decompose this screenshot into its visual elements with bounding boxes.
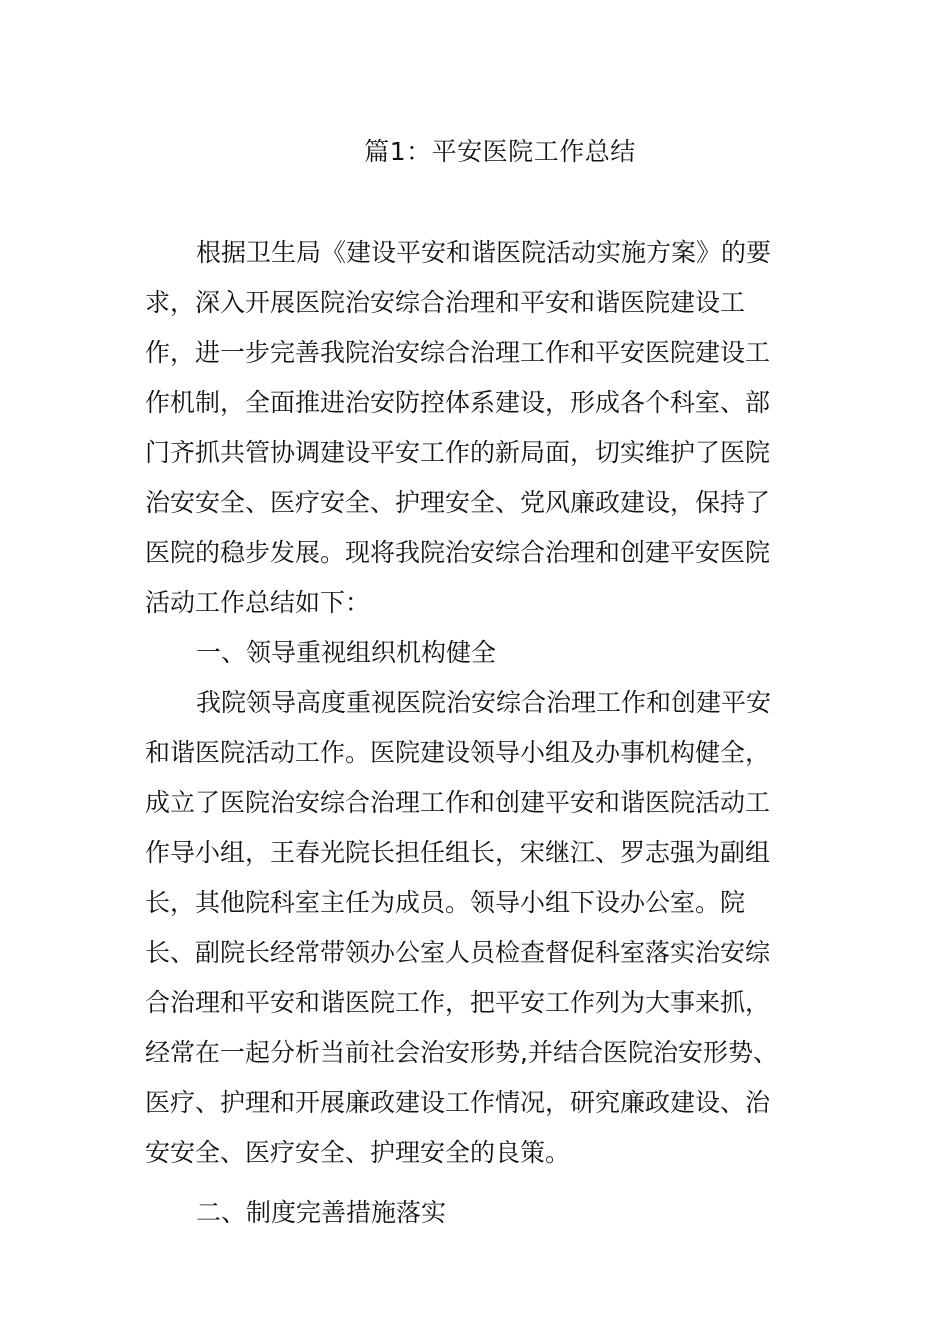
section-heading: 二、制度完善措施落实 [196,1198,447,1227]
paragraph-line: 治安安全、医疗安全、护理安全、党风廉政建设，保持了 [145,488,771,517]
paragraph-line: 医院的稳步发展。现将我院治安综合治理和创建平安医院 [145,538,771,567]
paragraph-line: 作导小组，王春光院长担任组长，宋继江、罗志强为副组 [145,838,771,867]
paragraph-line: 和谐医院活动工作。医院建设领导小组及办事机构健全， [145,738,771,767]
paragraph-line: 安安全、医疗安全、护理安全的良策。 [145,1138,571,1167]
paragraph-line: 作，进一步完善我院治安综合治理工作和平安医院建设工 [145,338,771,367]
paragraph-line: 根据卫生局《建设平安和谐医院活动实施方案》的要 [196,238,772,267]
paragraph-line: 求，深入开展医院治安综合治理和平安和谐医院建设工 [145,288,746,317]
paragraph-line: 我院领导高度重视医院治安综合治理工作和创建平安 [196,688,772,717]
document-title: 篇1：平安医院工作总结 [364,137,636,166]
paragraph-line: 活动工作总结如下： [145,588,371,617]
paragraph-line: 长，其他院科室主任为成员。领导小组下设办公室。院 [145,888,746,917]
document-body [145,228,790,1238]
section-heading: 一、领导重视组织机构健全 [196,638,497,667]
paragraph-line: 长、副院长经常带领办公室人员检查督促科室落实治安综 [145,938,771,967]
paragraph-line: 成立了医院治安综合治理工作和创建平安和谐医院活动工 [145,788,771,817]
paragraph-line: 门齐抓共管协调建设平安工作的新局面，切实维护了医院 [145,438,771,467]
paragraph-line: 医疗、护理和开展廉政建设工作情况，研究廉政建设、治 [145,1088,771,1117]
paragraph-line: 作机制，全面推进治安防控体系建设，形成各个科室、部 [145,388,771,417]
paragraph-line: 合治理和平安和谐医院工作，把平安工作列为大事来抓， [145,988,771,1017]
paragraph-line: 经常在一起分析当前社会治安形势,并结合医院治安形势、 [145,1038,778,1067]
